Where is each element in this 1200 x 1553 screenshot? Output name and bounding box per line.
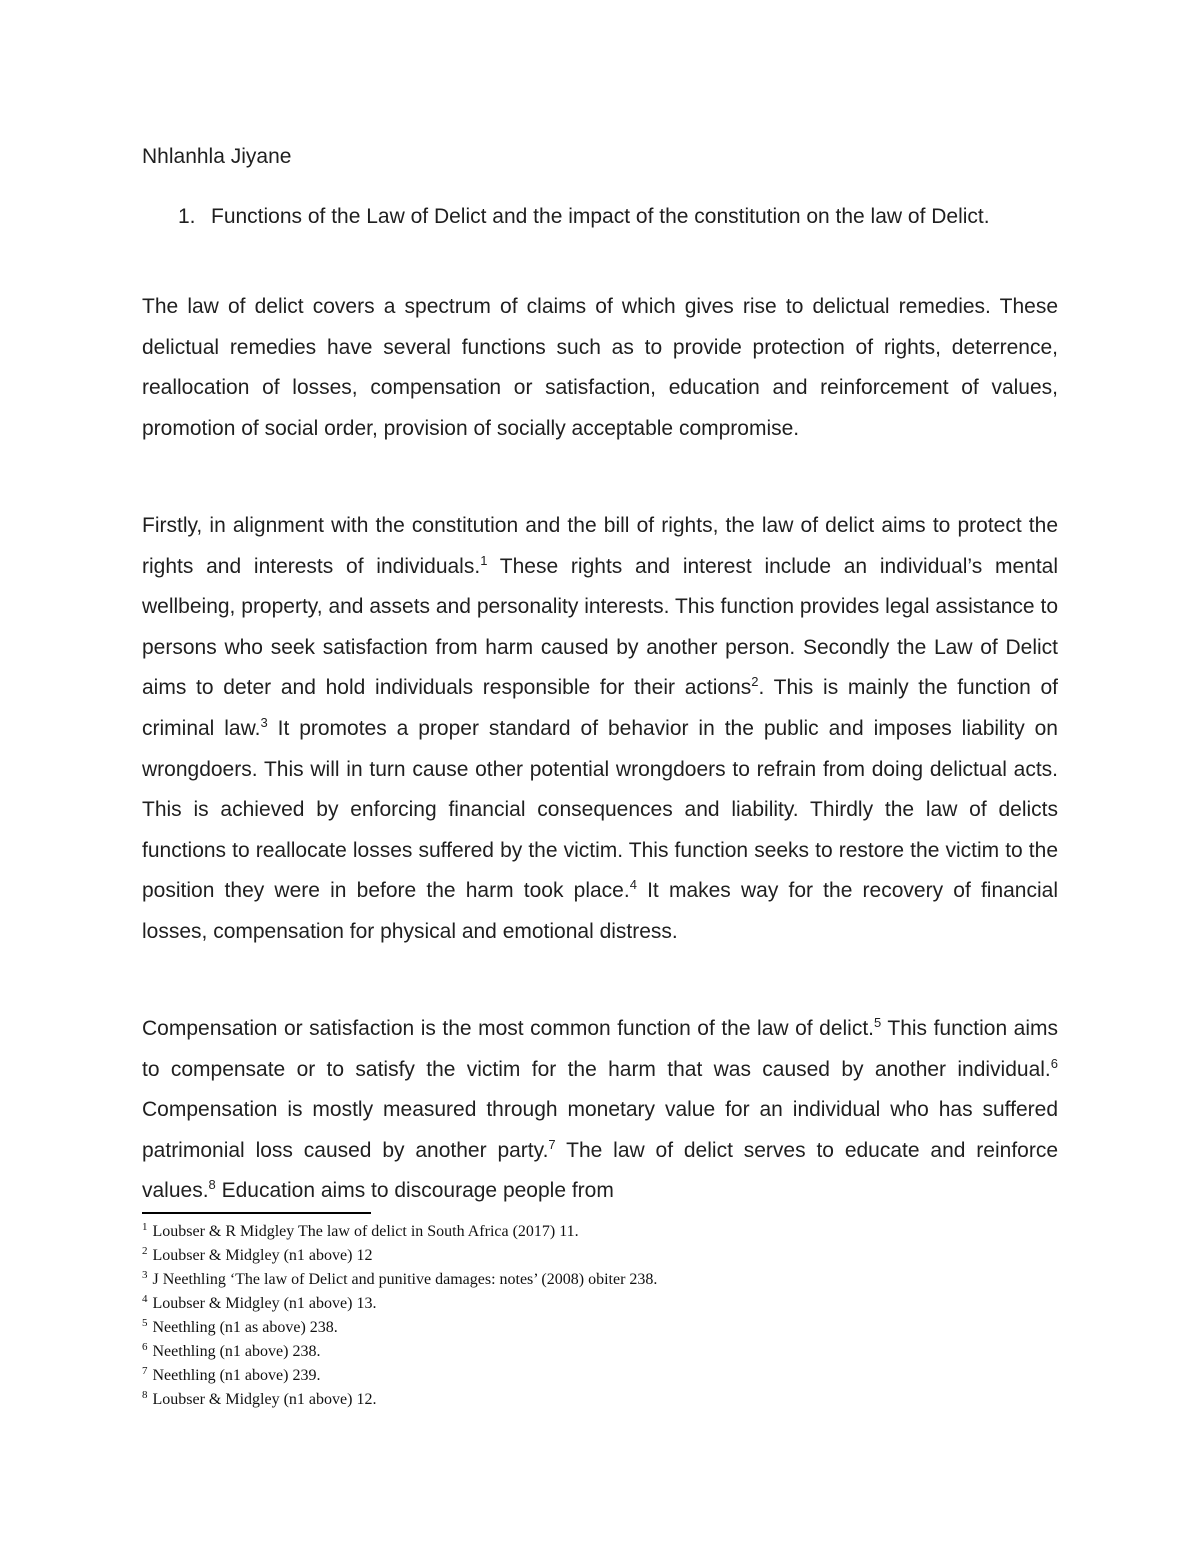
- footnote-ref[interactable]: 1: [480, 552, 488, 568]
- footnotes-list: [142, 1220, 657, 1412]
- footnote-text: Loubser & Midgley (n1 above) 12: [152, 1247, 373, 1264]
- paragraph-functions: [142, 506, 1058, 953]
- paragraph-text: Compensation is mostly measured through monetary value for an individual who has suffered patrimonial loss caused by another party.: [142, 1098, 1058, 1162]
- footnote-text: Loubser & Midgley (n1 above) 13.: [152, 1295, 377, 1312]
- footnote-text: Neethling (n1 above) 238.: [152, 1343, 321, 1360]
- footnote-ref[interactable]: 5: [874, 1015, 882, 1030]
- footnote-text: Loubser & Midgley (n1 above) 12.: [152, 1391, 377, 1408]
- paragraph-text: It promotes a proper standard of behavior in the public and imposes liability on wrongdoers. This will in turn cause other potential wrongdoers to refrain from doing delictual acts. This is achieved by enforcing financial consequences and liability. Thirdly the law of delicts functions to reallocate losses suffered by the victim. This function seeks to restore the victim to the position they were in before the harm took place.: [142, 716, 1058, 903]
- footnote-ref[interactable]: 8: [208, 1177, 216, 1193]
- heading-text: Functions of the Law of Delict and the impact of the constitution on the law of Delict.: [211, 205, 990, 228]
- author-name: Nhlanhla Jiyane: [142, 145, 292, 168]
- footnote-mark: 7: [142, 1364, 148, 1377]
- paragraph-text: It makes way for the recovery of financial losses, compensation for physical and emotional distress.: [142, 879, 1058, 943]
- footnote: [142, 1220, 657, 1244]
- footnote-ref[interactable]: 3: [260, 714, 268, 730]
- footnote-mark: 5: [142, 1316, 148, 1329]
- footnote-mark: 2: [142, 1244, 148, 1257]
- footnote: [142, 1292, 657, 1316]
- footnote-ref[interactable]: 7: [548, 1136, 556, 1152]
- heading-number: 1.: [178, 205, 196, 228]
- footnote: [142, 1388, 657, 1412]
- paragraph-text: This function aims to compensate or to satisfy the victim for the harm that was caused by another individual.: [142, 1017, 1058, 1081]
- paragraph-compensation: [142, 1009, 1058, 1212]
- footnote-text: Loubser & R Midgley The law of delict in South Africa (2017) 11.: [152, 1223, 579, 1240]
- footnote-text: Neethling (n1 above) 239.: [152, 1367, 321, 1384]
- footnote-ref[interactable]: 2: [751, 674, 759, 690]
- footnote-mark: 8: [142, 1388, 148, 1401]
- paragraph-intro: [142, 287, 1058, 449]
- paragraph-text: Firstly, in alignment with the constitution and the bill of rights, the law of delict aims to protect the rights and interests of individuals.: [142, 514, 1058, 578]
- footnote: [142, 1316, 657, 1340]
- footnote-ref[interactable]: 4: [629, 877, 637, 893]
- footnote-text: Neethling (n1 as above) 238.: [152, 1319, 338, 1336]
- paragraph-text: . This is mainly the function of criminal law.: [142, 676, 1058, 740]
- footnote-mark: 1: [142, 1220, 148, 1233]
- footnote: [142, 1244, 657, 1268]
- paragraph-text: Education aims to discourage people from: [215, 1179, 614, 1203]
- paragraph-text: The law of delict covers a spectrum of claims of which gives rise to delictual remedies. These delictual remedies have several functions such as to provide protection of rights, deterrence, reallocation of losses, compensation or satisfaction, education and reinforcement of values, promotion of social order, provision of socially acceptable compromise.: [142, 295, 1058, 440]
- footnote: [142, 1268, 657, 1292]
- footnote-text: J Neethling ‘The law of Delict and punitive damages: notes’ (2008) obiter 238.: [152, 1271, 658, 1288]
- footnote-mark: 4: [142, 1292, 148, 1305]
- footnote-ref[interactable]: 6: [1050, 1055, 1058, 1071]
- footnote: [142, 1340, 657, 1364]
- section-heading: [142, 197, 1058, 237]
- footnote-mark: 3: [142, 1268, 148, 1281]
- paragraph-text: The law of delict serves to educate and reinforce values.: [142, 1138, 1059, 1203]
- footnote-mark: 6: [142, 1340, 148, 1353]
- paragraph-text: These rights and interest include an individual’s mental wellbeing, property, and assets and personality interests. This function provides legal assistance to persons who seek satisfaction from harm caused by another person. Secondly the Law of Delict aims to deter and hold individuals responsible for their actions: [142, 554, 1058, 700]
- footnote-separator: [142, 1212, 371, 1214]
- paragraph-text: Compensation or satisfaction is the most common function of the law of delict.: [142, 1017, 874, 1040]
- footnote: [142, 1364, 657, 1388]
